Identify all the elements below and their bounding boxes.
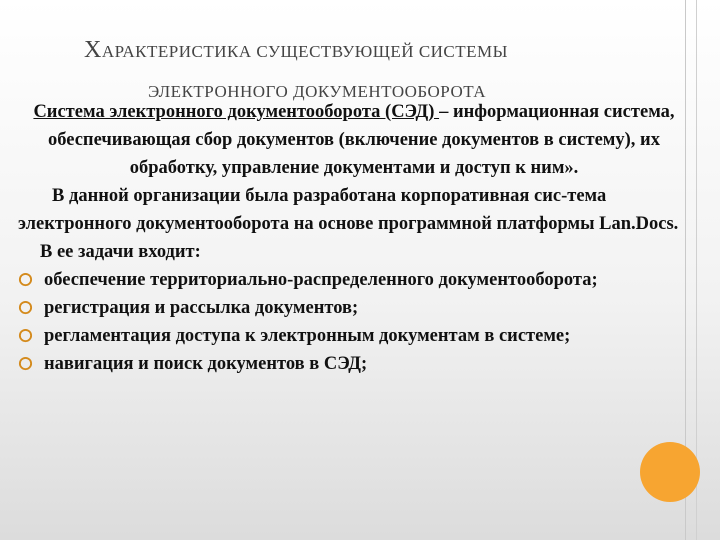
definition-text: – информационная система, обеспечивающая сбор документов (включение документов в систему), их обработку, управление документами и доступ к ним».	[48, 102, 675, 178]
title-first-letter: Х	[84, 37, 102, 63]
list-item	[18, 322, 690, 350]
title-line1: АРАКТЕРИСТИКА СУЩЕСТВУЮЩЕЙ СИСТЕМЫ	[101, 42, 508, 61]
tasks-list	[18, 266, 690, 378]
bullet-icon	[18, 272, 33, 287]
list-item	[18, 294, 690, 322]
slide-body	[18, 98, 690, 378]
definition-term: Система электронного документооборота (СЭД)	[33, 102, 440, 122]
list-item-text: навигация и поиск документов в СЭД;	[44, 354, 368, 374]
bullet-icon	[18, 328, 33, 343]
accent-circle-decoration	[640, 442, 700, 502]
title-line2: ЭЛЕКТРОННОГО ДОКУМЕНТООБОРОТА	[148, 82, 487, 101]
list-item-text: регламентация доступа к электронным документам в системе;	[44, 326, 571, 346]
tasks-heading: В ее задачи входит:	[40, 242, 201, 262]
list-item	[18, 266, 690, 294]
bullet-icon	[18, 356, 33, 371]
organization-paragraph: В данной организации была разработана корпоративная сис-тема электронного документооборота на основе программной платформы Lan.Docs.	[18, 186, 679, 234]
definition	[18, 98, 690, 182]
list-item-text: обеспечение территориально-распределенного документооборота;	[44, 270, 598, 290]
list-item	[18, 350, 690, 378]
bullet-icon	[18, 300, 33, 315]
slide-top-border	[0, 0, 720, 18]
list-item-text: регистрация и рассылка документов;	[44, 298, 359, 318]
